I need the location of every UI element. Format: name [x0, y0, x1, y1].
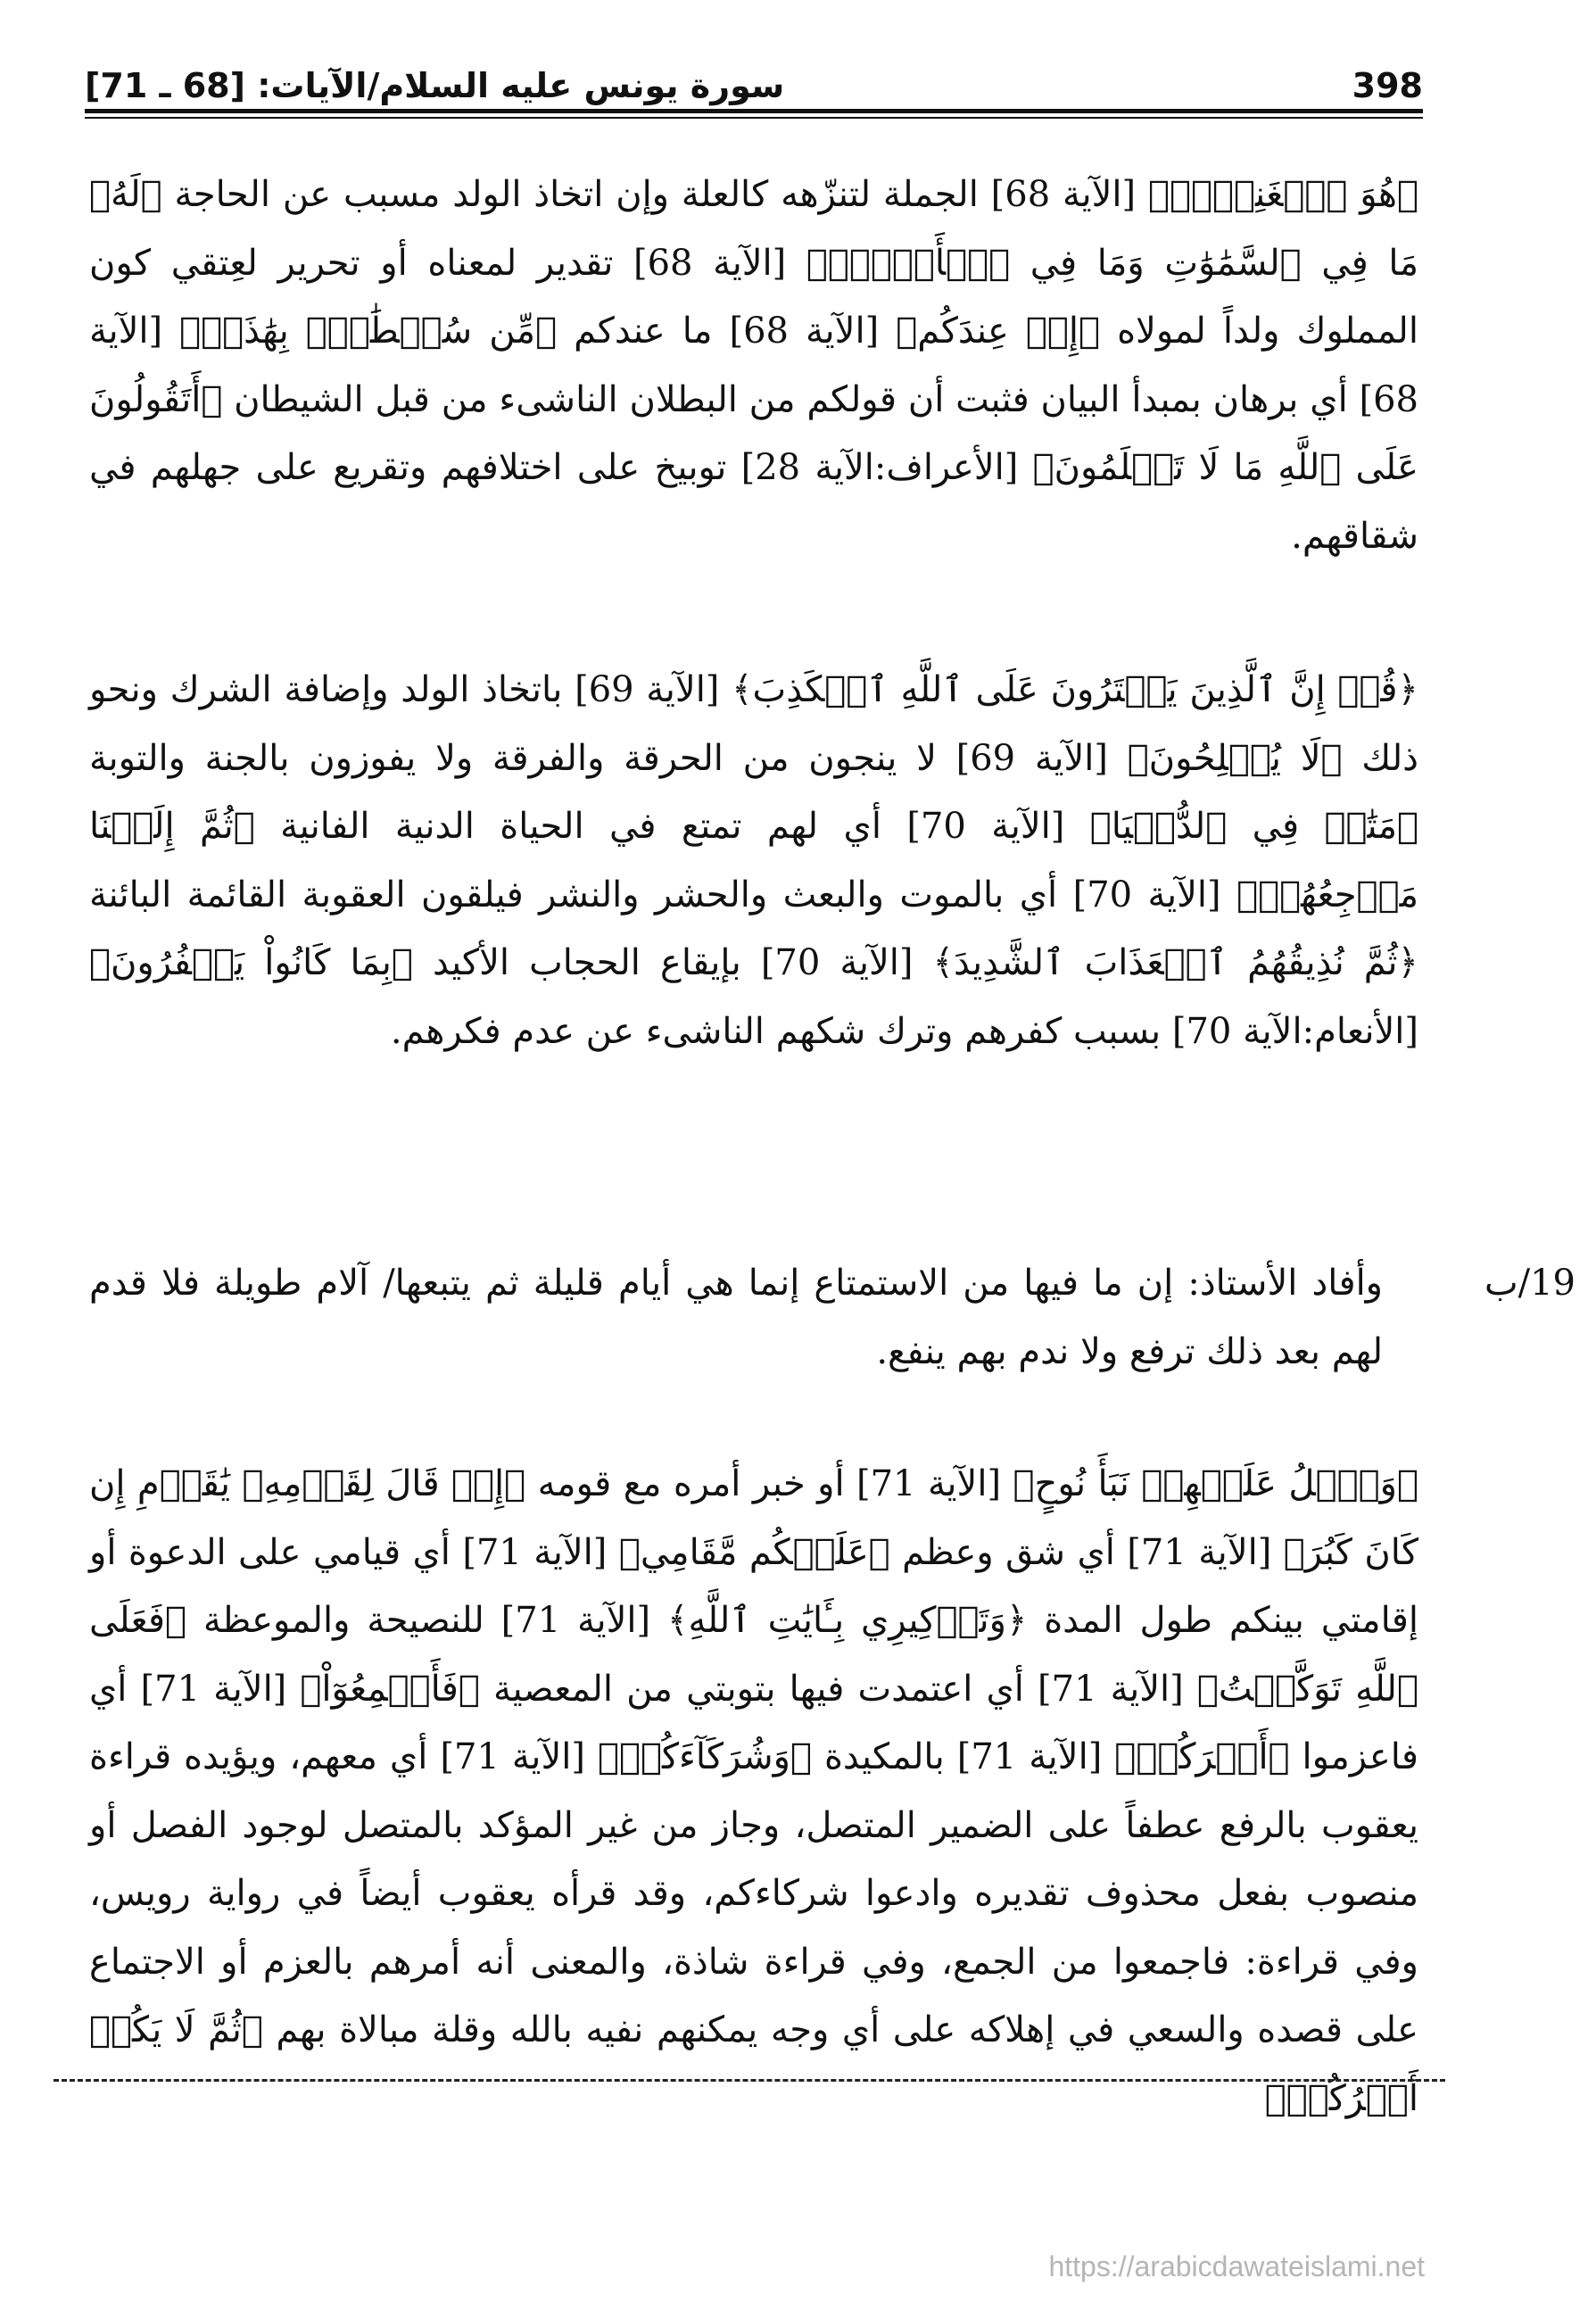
paragraph-3: وأفاد الأستاذ: إن ما فيها من الاستمتاع إنما هي أيام قليلة ثم يتبعها/ آلام طويلة فلا قدم لهم بعد ذلك ترفع ولا ندم بهم ينفع. — [89, 1263, 1383, 1372]
header-rule-thin — [85, 117, 1423, 119]
paragraph-4: ﴿وَٱتۡلُ عَلَيۡهِمۡ نَبَأَ نُوحٍ﴾ [الآية 71] أو خبر أمره مع قومه ﴿إِذۡ قَالَ لِقَوۡمِهِۦ يَٰقَوۡمِ إِن كَانَ كَبُرَ﴾ [الآية 71] أي شق وعظم ﴿عَلَيۡكُم مَّقَامِي﴾ [الآية 71] أي قيامي على الدعوة أو إقامتي بينكم طول المدة ﴿وَتَذۡكِيرِي بِـَٔايَٰتِ ٱللَّهِ﴾ [الآية 71] للنصيحة والموعظة ﴿فَعَلَى ٱللَّهِ تَوَكَّلۡتُ﴾ [الآية 71] أي اعتمدت فيها بتوبتي من المعصية ﴿فَأَجۡمِعُوٓاْ﴾ [الآية 71] أي فاعزموا ﴿أَمۡرَكُمۡ﴾ [الآية 71] بالمكيدة ﴿وَشُرَكَآءَكُمۡ﴾ [الآية 71] أي معهم، ويؤيده قراءة يعقوب بالرفع عطفاً على الضمير المتصل، وجاز من غير المؤكد بالمتصل لوجود الفصل أو منصوب بفعل محذوف تقديره وادعوا شركاءكم، وقد قرأه يعقوب أيضاً في رواية رويس، وفي قراءة: فاجمعوا من الجمع، وفي قراءة شاذة، والمعنى أنه أمرهم بالعزم أو الاجتماع على قصده والسعي في إهلاكه على أي وجه يمكنهم نفيه بالله وقلة مبالاة بهم ﴿ثُمَّ لَا يَكُنۡ أَمۡرُكُمۡ﴾ — [89, 1463, 1419, 2119]
page-number: 398 — [1352, 66, 1423, 105]
paragraph-2: ﴿قُلۡ إِنَّ ٱلَّذِينَ يَفۡتَرُونَ عَلَى ٱللَّهِ ٱلۡكَذِبَ﴾ [الآية 69] باتخاذ الولد وإضافة الشرك ونحو ذلك ﴿لَا يُفۡلِحُونَ﴾ [الآية 69] لا ينجون من الحرقة والفرقة ولا يفوزون بالجنة والتوبة ﴿مَتَٰعٞ فِي ٱلدُّنۡيَا﴾ [الآية 70] أي لهم تمتع في الحياة الدنية الفانية ﴿ثُمَّ إِلَيۡنَا مَرۡجِعُهُمۡ﴾ [الآية 70] أي بالموت والبعث والحشر والنشر فيلقون العقوبة القائمة البائنة ﴿ثُمَّ نُذِيقُهُمُ ٱلۡعَذَابَ ٱلشَّدِيدَ﴾ [الآية 70] بإيقاع الحجاب الأكيد ﴿بِمَا كَانُواْ يَكۡفُرُونَ﴾ [الأنعام:الآية 70] بسبب كفرهم وترك شكهم الناشىء عن عدم فكرهم. — [89, 669, 1418, 1052]
page-header — [85, 52, 1423, 105]
paragraph-1: ﴿هُوَ ٱلۡغَنِيُّۖ﴾ [الآية 68] الجملة لتنزّهه كالعلة وإن اتخاذ الولد مسبب عن الحاجة ﴿لَهُۥ مَا فِي ٱلسَّمَٰوَٰتِ وَمَا فِي ٱلۡأَرۡضِۚ﴾ [الآية 68] تقدير لمعناه أو تحرير لعِتقي كون المملوك ولداً لمولاه ﴿إِنۡ عِندَكُم﴾ [الآية 68] ما عندكم ﴿مِّن سُلۡطَٰنِۭ بِهَٰذَآۚ﴾ [الآية 68] أي برهان بمبدأ البيان فثبت أن قولكم من البطلان الناشىء من قبل الشيطان ﴿أَتَقُولُونَ عَلَى ٱللَّهِ مَا لَا تَعۡلَمُونَ﴾ [الأعراف:الآية 28] توبيخ على اختلافهم وتقريع على جهلهم في شقاقهم. — [89, 174, 1418, 557]
running-title: سورة يونس عليه السلام/الآيات: [68 ـ 71] — [85, 66, 785, 105]
header-rule-thick — [85, 109, 1423, 113]
watermark-url: https://arabicdawateislami.net — [1048, 2250, 1425, 2282]
folio-margin-note: 19/ب — [1484, 1263, 1575, 1304]
scan-dashed-line — [54, 2079, 1445, 2082]
